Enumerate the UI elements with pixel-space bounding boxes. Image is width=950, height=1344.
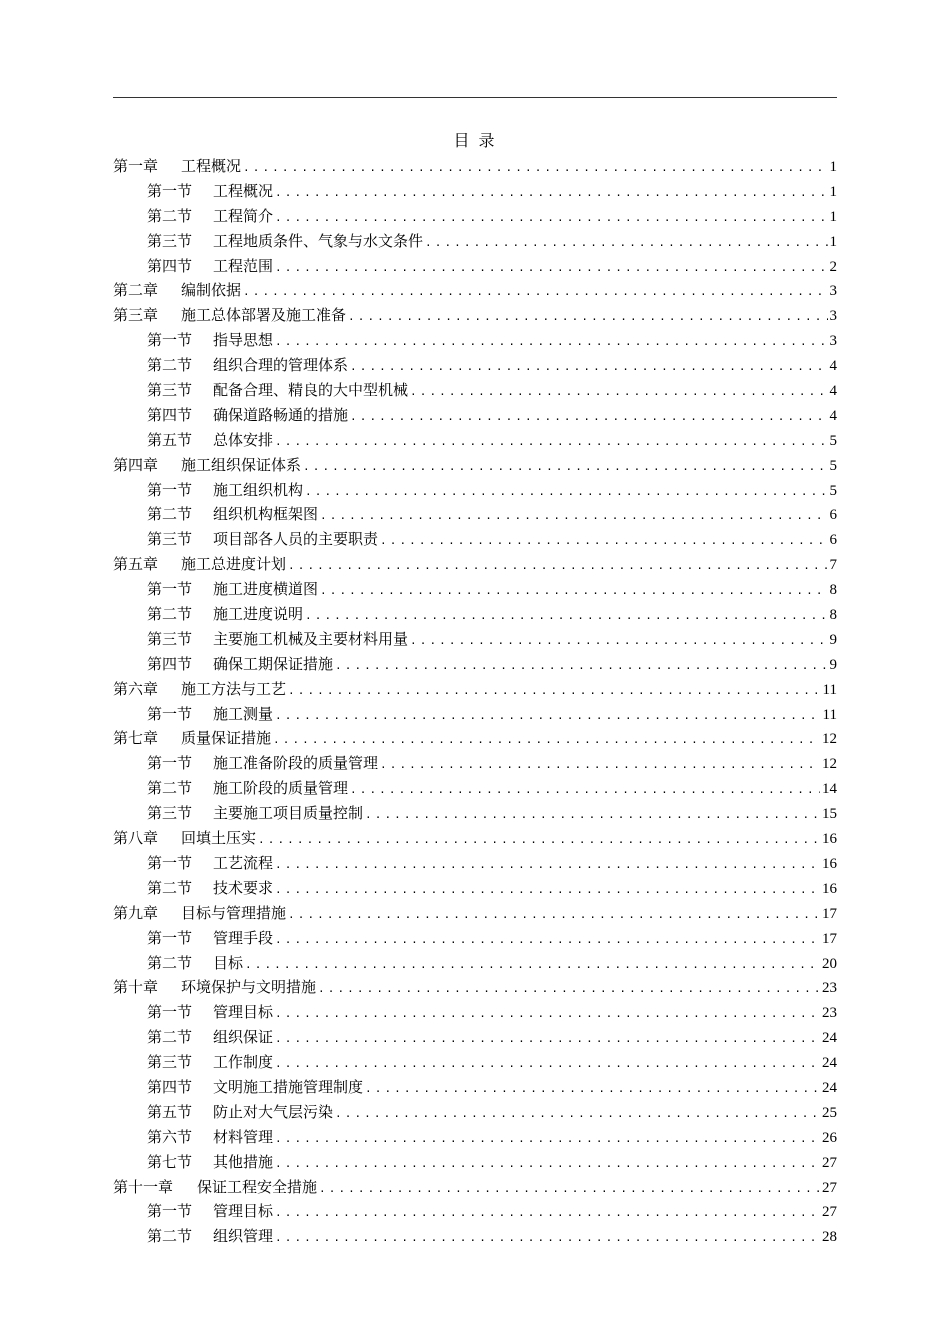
toc-entry-label <box>147 428 273 453</box>
toc-leader-dots <box>303 455 827 480</box>
toc-entry-number: 第二节 <box>147 779 193 798</box>
toc-entry-label <box>113 1175 317 1200</box>
toc-entry-label <box>147 577 318 602</box>
toc-leader-dots <box>350 405 827 430</box>
toc-entry-number: 第五节 <box>147 430 193 449</box>
toc-entry-label <box>147 702 273 727</box>
toc-entry-number: 第六章 <box>113 679 159 698</box>
toc-entry-title: 确保道路畅通的措施 <box>213 405 349 424</box>
toc-entry-number: 第一节 <box>147 181 193 200</box>
toc-page-number: 4 <box>829 383 837 400</box>
toc-leader-dots <box>320 579 827 604</box>
toc-leader-dots <box>335 654 827 679</box>
toc-section-entry[interactable] <box>113 1125 837 1150</box>
toc-entry-number: 第三章 <box>113 306 159 325</box>
toc-page-number: 20 <box>822 955 837 972</box>
toc-section-entry[interactable] <box>113 602 837 627</box>
toc-section-entry[interactable] <box>113 1199 837 1224</box>
toc-entry-label <box>147 652 333 677</box>
toc-section-entry[interactable] <box>113 229 837 254</box>
toc-section-entry[interactable] <box>113 502 837 527</box>
toc-section-entry[interactable] <box>113 353 837 378</box>
toc-entry-title: 工程地质条件、气象与水文条件 <box>213 231 424 250</box>
toc-page-number: 17 <box>822 930 837 947</box>
toc-leader-dots <box>305 604 827 629</box>
toc-page-number: 8 <box>829 607 837 624</box>
toc-section-entry[interactable] <box>113 378 837 403</box>
toc-entry-label <box>147 527 378 552</box>
toc-leader-dots <box>410 380 827 405</box>
toc-leader-dots <box>275 1226 820 1251</box>
toc-entry-number: 第九章 <box>113 903 159 922</box>
toc-entry-label <box>147 378 408 403</box>
toc-page-number: 9 <box>829 656 837 673</box>
toc-section-entry[interactable] <box>113 1050 837 1075</box>
toc-entry-title: 组织机构框架图 <box>213 505 319 524</box>
toc-entry-label <box>147 1224 273 1249</box>
toc-leader-dots <box>320 504 827 529</box>
toc-entry-label <box>147 801 363 826</box>
toc-section-entry[interactable] <box>113 751 837 776</box>
toc-entry-label <box>147 1050 273 1075</box>
toc-leader-dots <box>350 355 827 380</box>
toc-entry-number: 第一节 <box>147 853 193 872</box>
toc-page-number: 28 <box>822 1229 837 1246</box>
toc-leader-dots <box>275 704 821 729</box>
toc-page-number: 1 <box>829 183 837 200</box>
toc-entry-title: 环境保护与文明措施 <box>181 978 317 997</box>
toc-chapter-entry[interactable] <box>113 1175 837 1200</box>
toc-entry-number: 第二节 <box>147 356 193 375</box>
toc-page-number: 24 <box>822 1055 837 1072</box>
toc-title: 目 录 <box>453 131 497 150</box>
toc-section-entry[interactable] <box>113 204 837 229</box>
toc-entry-label <box>147 254 273 279</box>
toc-entry-number: 第五节 <box>147 1102 193 1121</box>
toc-entry-number: 第二节 <box>147 605 193 624</box>
toc-entry-number: 第五章 <box>113 555 159 574</box>
toc-entry-number: 第四章 <box>113 455 159 474</box>
toc-page-number: 7 <box>829 557 837 574</box>
toc-entry-number: 第一节 <box>147 580 193 599</box>
toc-entry-title: 组织管理 <box>213 1227 274 1246</box>
toc-page-number: 23 <box>822 1005 837 1022</box>
toc-section-entry[interactable] <box>113 926 837 951</box>
toc-entry-number: 第二节 <box>147 505 193 524</box>
toc-entry-title: 项目部各人员的主要职责 <box>213 530 379 549</box>
toc-entry-number: 第二章 <box>113 281 159 300</box>
header-rule <box>113 97 837 98</box>
toc-leader-dots <box>275 928 820 953</box>
toc-entry-title: 目标与管理措施 <box>181 903 287 922</box>
toc-leader-dots <box>243 280 827 305</box>
toc-page-number: 12 <box>822 731 837 748</box>
toc-entry-label <box>147 602 303 627</box>
toc-entry-label <box>147 353 348 378</box>
toc-section-entry[interactable] <box>113 478 837 503</box>
toc-entry-label <box>147 1125 273 1150</box>
toc-page-number: 1 <box>829 208 837 225</box>
toc-entry-label <box>113 552 286 577</box>
toc-entry-number: 第二节 <box>147 878 193 897</box>
toc-page-number: 23 <box>822 980 837 997</box>
toc-entry-title: 施工组织机构 <box>213 480 304 499</box>
toc-leader-dots <box>275 878 820 903</box>
toc-entry-number: 第八章 <box>113 829 159 848</box>
toc-entry-label <box>147 403 348 428</box>
toc-entry-number: 第七章 <box>113 729 159 748</box>
toc-entry-number: 第二节 <box>147 1028 193 1047</box>
toc-page-number: 24 <box>822 1030 837 1047</box>
toc-page-number: 5 <box>829 482 837 499</box>
toc-leader-dots <box>410 629 827 654</box>
toc-entry-label <box>113 726 271 751</box>
toc-page-number: 11 <box>822 706 837 723</box>
toc-entry-label <box>147 876 273 901</box>
toc-entry-number: 第三节 <box>147 530 193 549</box>
toc-entry-title: 工程概况 <box>181 157 242 175</box>
toc-leader-dots <box>350 778 820 803</box>
toc-section-entry[interactable] <box>113 1100 837 1125</box>
toc-section-entry[interactable] <box>113 577 837 602</box>
toc-page-number: 27 <box>822 1204 837 1221</box>
toc-entry-label <box>147 229 423 254</box>
toc-entry-title: 保证工程安全措施 <box>197 1177 318 1196</box>
toc-entry-number: 第三节 <box>147 381 193 400</box>
toc-entry-title: 施工测量 <box>213 704 274 723</box>
toc-chapter-entry[interactable] <box>113 154 837 179</box>
toc-leader-dots <box>365 803 820 828</box>
toc-entry-title: 其他措施 <box>213 1152 274 1171</box>
toc-section-entry[interactable] <box>113 1025 837 1050</box>
toc-leader-dots <box>348 305 827 330</box>
toc-page-number: 15 <box>822 806 837 823</box>
toc-entry-title: 防止对大气层污染 <box>213 1102 334 1121</box>
toc-leader-dots <box>273 728 820 753</box>
toc-chapter-entry[interactable] <box>113 826 837 851</box>
toc-section-entry[interactable] <box>113 876 837 901</box>
toc-chapter-entry[interactable] <box>113 453 837 478</box>
toc-entry-number: 第一节 <box>147 480 193 499</box>
toc-entry-label <box>147 1075 363 1100</box>
toc-chapter-entry[interactable] <box>113 278 837 303</box>
toc-entry-title: 质量保证措施 <box>181 729 272 748</box>
toc-page-number: 8 <box>829 582 837 599</box>
toc-entry-number: 第一节 <box>147 704 193 723</box>
toc-page-number: 16 <box>822 831 837 848</box>
toc-entry-number: 第一节 <box>147 1202 193 1221</box>
toc-page-number: 11 <box>822 681 837 698</box>
toc-entry-number: 第一节 <box>147 331 193 350</box>
toc-entry-title: 工程范围 <box>213 256 274 275</box>
toc-chapter-entry[interactable] <box>113 726 837 751</box>
toc-leader-dots <box>319 1177 820 1202</box>
toc-entry-label <box>147 1000 273 1025</box>
toc-entry-title: 文明施工措施管理制度 <box>213 1077 364 1096</box>
toc-entry-label <box>147 1150 273 1175</box>
toc-leader-dots <box>275 430 827 455</box>
toc-section-entry[interactable] <box>113 527 837 552</box>
toc-chapter-entry[interactable] <box>113 975 837 1000</box>
toc-leader-dots <box>380 529 827 554</box>
toc-entry-label <box>113 453 301 478</box>
toc-page-number: 16 <box>822 855 837 872</box>
toc-section-entry[interactable] <box>113 403 837 428</box>
toc-entry-title: 施工方法与工艺 <box>181 679 287 698</box>
toc-section-entry[interactable] <box>113 1075 837 1100</box>
toc-section-entry[interactable] <box>113 1000 837 1025</box>
toc-entry-label <box>147 1199 273 1224</box>
toc-section-entry[interactable] <box>113 1224 837 1249</box>
toc-leader-dots <box>380 753 820 778</box>
toc-leader-dots <box>275 181 827 206</box>
toc-leader-dots <box>258 828 820 853</box>
toc-leader-dots <box>318 977 820 1002</box>
toc-leader-dots <box>288 903 820 928</box>
toc-leader-dots <box>365 1077 820 1102</box>
toc-leader-dots <box>275 853 820 878</box>
toc-entry-title: 施工总体部署及施工准备 <box>181 306 347 325</box>
toc-entry-title: 工程简介 <box>213 206 274 225</box>
toc-page-number: 2 <box>829 258 837 275</box>
toc-entry-title: 技术要求 <box>213 878 274 897</box>
toc-entry-title: 工程概况 <box>213 181 274 200</box>
toc-page-number: 24 <box>822 1079 837 1096</box>
toc-entry-number: 第四节 <box>147 256 193 275</box>
toc-section-entry[interactable] <box>113 428 837 453</box>
toc-entry-title: 主要施工项目质量控制 <box>213 804 364 823</box>
toc-leader-dots <box>275 1027 820 1052</box>
toc-entry-number: 第二节 <box>147 206 193 225</box>
toc-entry-title: 管理手段 <box>213 928 274 947</box>
toc-page-number: 12 <box>822 756 837 773</box>
toc-page-number: 9 <box>829 631 837 648</box>
toc-entry-number: 第十章 <box>113 978 159 997</box>
toc-entry-label <box>113 975 316 1000</box>
toc-entry-number: 第一节 <box>147 928 193 947</box>
toc-entry-title: 管理目标 <box>213 1202 274 1221</box>
toc-entry-number: 第三节 <box>147 629 193 648</box>
toc-entry-label <box>147 328 273 353</box>
toc-page-number: 25 <box>822 1104 837 1121</box>
toc-leader-dots <box>425 231 827 256</box>
toc-entry-label <box>147 1025 273 1050</box>
toc-leader-dots <box>243 156 827 181</box>
toc-page-number: 5 <box>829 457 837 474</box>
toc-page-number: 3 <box>829 308 837 325</box>
toc-section-entry[interactable] <box>113 851 837 876</box>
toc-entry-label <box>147 478 303 503</box>
toc-entry-label <box>113 826 256 851</box>
toc-entry-title: 施工总进度计划 <box>181 555 287 574</box>
toc-leader-dots <box>275 1127 820 1152</box>
toc-leader-dots <box>275 1052 820 1077</box>
toc-entry-label <box>147 851 273 876</box>
toc-entry-number: 第十一章 <box>113 1177 174 1196</box>
toc-chapter-entry[interactable] <box>113 901 837 926</box>
toc-entry-label <box>147 179 273 204</box>
toc-section-entry[interactable] <box>113 951 837 976</box>
toc-section-entry[interactable] <box>113 254 837 279</box>
toc-entry-title: 总体安排 <box>213 430 274 449</box>
toc-entry-title: 回填土压实 <box>181 829 257 848</box>
toc-page-number: 1 <box>829 159 837 175</box>
toc-entry-label <box>147 627 408 652</box>
toc-entry-label <box>147 926 273 951</box>
toc-entry-title: 组织保证 <box>213 1028 274 1047</box>
toc-chapter-entry[interactable] <box>113 552 837 577</box>
toc-leader-dots <box>288 554 827 579</box>
toc-leader-dots <box>275 330 827 355</box>
toc-entry-number: 第三节 <box>147 231 193 250</box>
toc-entry-label <box>147 204 273 229</box>
toc-entry-label <box>113 303 346 328</box>
toc-entry-number: 第三节 <box>147 1053 193 1072</box>
toc-page-number: 6 <box>829 507 837 524</box>
toc-entry-title: 配备合理、精良的大中型机械 <box>213 381 409 400</box>
toc-entry-number: 第一节 <box>147 754 193 773</box>
toc-entry-label <box>147 776 348 801</box>
toc-entry-number: 第三节 <box>147 804 193 823</box>
toc-entry-number: 第一章 <box>113 157 159 175</box>
toc-entry-label <box>147 1100 333 1125</box>
toc-section-entry[interactable] <box>113 776 837 801</box>
toc-entry-number: 第四节 <box>147 1077 193 1096</box>
toc-page-number: 26 <box>822 1129 837 1146</box>
toc-page-number: 27 <box>822 1179 837 1196</box>
toc-entry-number: 第二节 <box>147 1227 193 1246</box>
toc-leader-dots <box>335 1102 820 1127</box>
toc-entry-title: 编制依据 <box>181 281 242 300</box>
toc-page-number: 6 <box>829 532 837 549</box>
toc-entry-title: 施工组织保证体系 <box>181 455 302 474</box>
toc-page-number: 1 <box>829 233 837 250</box>
toc-entry-title: 工作制度 <box>213 1053 274 1072</box>
toc-section-entry[interactable] <box>113 179 837 204</box>
toc-chapter-entry[interactable] <box>113 677 837 702</box>
toc-entry-title: 工艺流程 <box>213 853 274 872</box>
toc-page-number: 4 <box>829 407 837 424</box>
toc-entry-title: 指导思想 <box>213 331 274 350</box>
toc-entry-label <box>147 751 378 776</box>
toc-entry-label <box>113 901 286 926</box>
toc-page-number: 17 <box>822 905 837 922</box>
toc-entry-title: 施工进度横道图 <box>213 580 319 599</box>
toc-entry-label <box>147 951 243 976</box>
toc-section-entry[interactable] <box>113 652 837 677</box>
toc-entry-label <box>113 154 241 179</box>
toc-entry-title: 材料管理 <box>213 1127 274 1146</box>
toc-entry-number: 第二节 <box>147 953 193 972</box>
toc-entry-title: 施工准备阶段的质量管理 <box>213 754 379 773</box>
toc-page-number: 27 <box>822 1154 837 1171</box>
toc-page-number: 14 <box>822 781 837 798</box>
toc-section-entry[interactable] <box>113 627 837 652</box>
toc-entry-label <box>113 677 286 702</box>
toc-page-number: 16 <box>822 880 837 897</box>
toc-section-entry[interactable] <box>113 702 837 727</box>
toc-entry-title: 施工进度说明 <box>213 605 304 624</box>
toc-entry-number: 第四节 <box>147 405 193 424</box>
toc-entry-title: 目标 <box>213 953 244 972</box>
toc-entry-title: 施工阶段的质量管理 <box>213 779 349 798</box>
toc-leader-dots <box>245 953 820 978</box>
toc-entry-title: 确保工期保证措施 <box>213 654 334 673</box>
toc-leader-dots <box>275 256 827 281</box>
table-of-contents <box>113 154 837 1249</box>
toc-entry-label <box>147 502 318 527</box>
toc-entry-number: 第一节 <box>147 1003 193 1022</box>
toc-section-entry[interactable] <box>113 328 837 353</box>
toc-page-number: 3 <box>829 283 837 300</box>
toc-entry-label <box>113 278 241 303</box>
toc-entry-number: 第四节 <box>147 654 193 673</box>
toc-entry-number: 第七节 <box>147 1152 193 1171</box>
toc-section-entry[interactable] <box>113 1150 837 1175</box>
toc-page-number: 3 <box>829 333 837 350</box>
toc-section-entry[interactable] <box>113 801 837 826</box>
toc-leader-dots <box>275 206 827 231</box>
toc-entry-title: 组织合理的管理体系 <box>213 356 349 375</box>
toc-leader-dots <box>275 1002 820 1027</box>
toc-page-number: 4 <box>829 358 837 375</box>
toc-leader-dots <box>288 679 821 704</box>
toc-entry-title: 管理目标 <box>213 1003 274 1022</box>
toc-leader-dots <box>305 480 827 505</box>
toc-entry-title: 主要施工机械及主要材料用量 <box>213 629 409 648</box>
toc-chapter-entry[interactable] <box>113 303 837 328</box>
toc-leader-dots <box>275 1201 820 1226</box>
toc-leader-dots <box>275 1152 820 1177</box>
toc-page-number: 5 <box>829 432 837 449</box>
toc-entry-number: 第六节 <box>147 1127 193 1146</box>
